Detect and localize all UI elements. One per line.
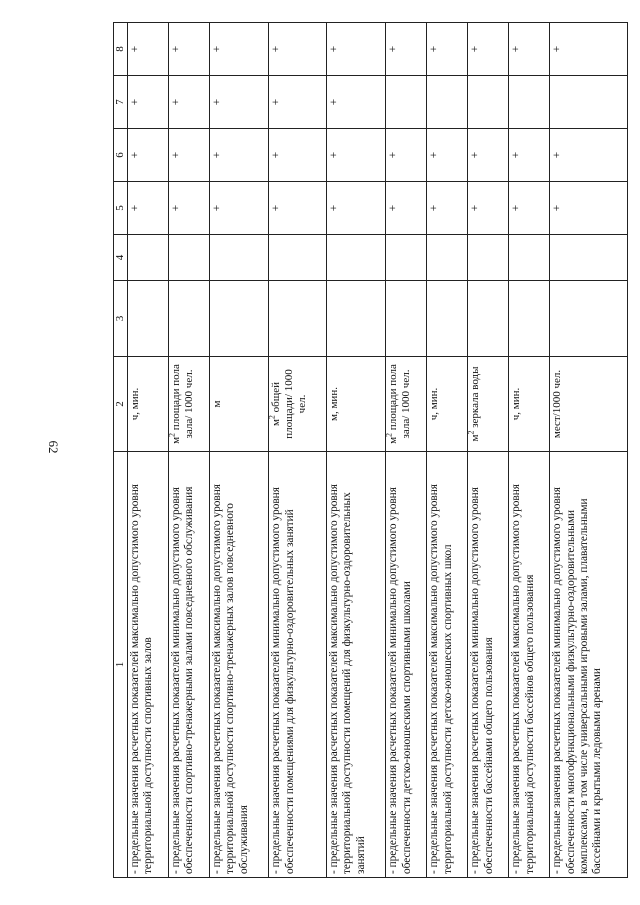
- mark-cell: +: [168, 129, 209, 182]
- mark-cell: +: [269, 76, 327, 129]
- column-header: 7: [114, 76, 128, 129]
- column-header: 2: [114, 357, 128, 452]
- unit-cell: [386, 357, 427, 452]
- mark-cell: +: [427, 23, 468, 76]
- unit-superscript: 2: [466, 430, 476, 435]
- mark-cell: [509, 76, 550, 129]
- mark-cell: [468, 281, 509, 357]
- mark-cell: +: [468, 23, 509, 76]
- mark-cell: [550, 281, 628, 357]
- indicator-description: - предельные значения расчетных показателей максимально допустимого уровня территориальной доступности помещений для физкультурно-оздоровительных занятий: [327, 452, 386, 878]
- mark-cell: +: [128, 23, 169, 76]
- table-row: [468, 23, 509, 878]
- unit-cell: [168, 357, 209, 452]
- mark-cell: +: [509, 182, 550, 235]
- table-row: [509, 23, 550, 878]
- unit-text: м: [169, 436, 182, 444]
- unit-superscript: 2: [267, 415, 277, 420]
- mark-cell: +: [168, 182, 209, 235]
- mark-cell: +: [327, 129, 386, 182]
- mark-cell: [550, 235, 628, 281]
- unit-cell: [128, 357, 169, 452]
- table-row: [386, 23, 427, 878]
- mark-cell: +: [269, 23, 327, 76]
- indicator-description: - предельные значения расчетных показателей минимально допустимого уровня обеспеченности многофункциональными физкультурно-оздоровительными комплексами, в том числе универсальными игровыми залами, плавательными бассейнами и крытыми ледовыми аренами: [550, 452, 628, 878]
- mark-cell: +: [509, 23, 550, 76]
- mark-cell: [386, 235, 427, 281]
- table-row: [550, 23, 628, 878]
- mark-cell: [427, 235, 468, 281]
- mark-cell: +: [168, 23, 209, 76]
- unit-cell: [427, 357, 468, 452]
- mark-cell: [509, 235, 550, 281]
- mark-cell: +: [209, 23, 268, 76]
- unit-text: м: [210, 400, 223, 408]
- unit-text: мест/1000 чел.: [551, 369, 564, 439]
- unit-superscript: 2: [167, 432, 177, 437]
- table-row: [209, 23, 268, 878]
- mark-cell: +: [128, 182, 169, 235]
- mark-cell: +: [468, 182, 509, 235]
- mark-cell: +: [327, 23, 386, 76]
- unit-cell: [269, 357, 327, 452]
- mark-cell: [209, 235, 268, 281]
- page-number: 62: [46, 440, 61, 454]
- unit-text: м, мин.: [328, 387, 341, 421]
- mark-cell: [168, 281, 209, 357]
- unit-text-rest: площади пола зала/ 1000 чел.: [169, 364, 195, 439]
- mark-cell: [468, 235, 509, 281]
- column-header: 4: [114, 235, 128, 281]
- indicator-description: - предельные значения расчетных показателей минимально допустимого уровня обеспеченности детско-юношескими спортивными школами: [386, 452, 427, 878]
- column-header: 6: [114, 129, 128, 182]
- indicator-description: - предельные значения расчетных показателей максимально допустимого уровня территориальной доступности спортивных залов: [128, 452, 169, 878]
- unit-cell: [209, 357, 268, 452]
- mark-cell: +: [427, 182, 468, 235]
- mark-cell: +: [386, 182, 427, 235]
- indicator-description: - предельные значения расчетных показателей минимально допустимого уровня обеспеченности спортивно-тренажерными залами повседневного обслуживания: [168, 452, 209, 878]
- column-header: 3: [114, 281, 128, 357]
- mark-cell: [168, 235, 209, 281]
- mark-cell: [209, 281, 268, 357]
- mark-cell: +: [128, 76, 169, 129]
- mark-cell: +: [386, 23, 427, 76]
- unit-text: ч, мин.: [428, 387, 441, 421]
- mark-cell: [327, 281, 386, 357]
- unit-text: ч, мин.: [510, 387, 523, 421]
- unit-text-rest: площади пола зала/ 1000 чел.: [387, 364, 413, 439]
- mark-cell: +: [468, 129, 509, 182]
- unit-cell: [468, 357, 509, 452]
- table-body: [128, 23, 628, 878]
- header-row: [114, 23, 128, 878]
- rotated-table-container: [113, 23, 628, 878]
- mark-cell: [269, 235, 327, 281]
- mark-cell: [427, 76, 468, 129]
- unit-cell: [550, 357, 628, 452]
- unit-text: м: [387, 436, 400, 444]
- mark-cell: +: [128, 129, 169, 182]
- mark-cell: +: [327, 76, 386, 129]
- table-row: [327, 23, 386, 878]
- mark-cell: +: [209, 129, 268, 182]
- unit-text: м: [469, 434, 482, 442]
- mark-cell: +: [427, 129, 468, 182]
- mark-cell: [128, 235, 169, 281]
- mark-cell: [128, 281, 169, 357]
- indicator-description: - предельные значения расчетных показателей минимально допустимого уровня обеспеченности бассейнами общего пользования: [468, 452, 509, 878]
- unit-text: м: [270, 419, 283, 427]
- mark-cell: [386, 281, 427, 357]
- column-header: 1: [114, 452, 128, 878]
- indicator-description: - предельные значения расчетных показателей максимально допустимого уровня территориальной доступности спортивно-тренажерных залов повседневного обслуживания: [209, 452, 268, 878]
- requirements-table: [113, 22, 628, 878]
- column-header: 8: [114, 23, 128, 76]
- mark-cell: [550, 76, 628, 129]
- mark-cell: +: [269, 182, 327, 235]
- unit-cell: [509, 357, 550, 452]
- mark-cell: +: [209, 182, 268, 235]
- indicator-description: - предельные значения расчетных показателей минимально допустимого уровня обеспеченности помещениями для физкультурно-оздоровительных занятий: [269, 452, 327, 878]
- mark-cell: +: [209, 76, 268, 129]
- mark-cell: +: [386, 129, 427, 182]
- indicator-description: - предельные значения расчетных показателей максимально допустимого уровня территориальной доступности бассейнов общего пользования: [509, 452, 550, 878]
- indicator-description: - предельные значения расчетных показателей максимально допустимого уровня территориальной доступности детско-юношеских спортивных школ: [427, 452, 468, 878]
- mark-cell: [509, 281, 550, 357]
- unit-superscript: 2: [384, 432, 394, 437]
- table-row: [168, 23, 209, 878]
- mark-cell: +: [509, 129, 550, 182]
- mark-cell: [269, 281, 327, 357]
- unit-text-rest: зеркала воды: [469, 366, 482, 431]
- mark-cell: +: [168, 76, 209, 129]
- mark-cell: +: [327, 182, 386, 235]
- mark-cell: [327, 235, 386, 281]
- mark-cell: [468, 76, 509, 129]
- mark-cell: +: [550, 182, 628, 235]
- table-row: [427, 23, 468, 878]
- unit-text: ч, мин.: [129, 387, 141, 421]
- table-row: [269, 23, 327, 878]
- mark-cell: +: [550, 129, 628, 182]
- unit-cell: [327, 357, 386, 452]
- mark-cell: +: [550, 23, 628, 76]
- mark-cell: [427, 281, 468, 357]
- column-header: 5: [114, 182, 128, 235]
- mark-cell: [386, 76, 427, 129]
- mark-cell: +: [269, 129, 327, 182]
- unit-text-rest: общей площади/ 1000 чел.: [270, 369, 309, 439]
- table-row: [128, 23, 169, 878]
